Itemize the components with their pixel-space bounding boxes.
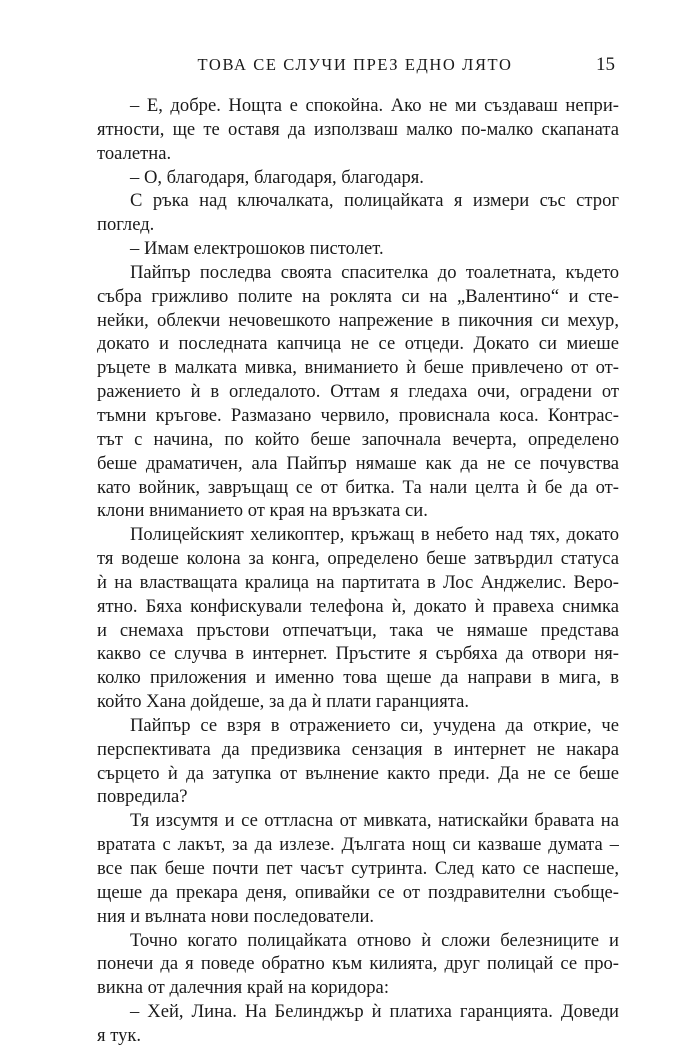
- text-line: като войник, завръщащ се от битка. Та нали целта ѝ бе да от-: [97, 476, 619, 498]
- text-line: – О, благодаря, благодаря, благодаря.: [130, 166, 424, 188]
- text-line: С ръка над ключалката, полицайката я измери със строг: [130, 190, 619, 212]
- text-line: – Е, добре. Нощта е спокойна. Ако не ми създаваш непри-: [130, 95, 619, 116]
- text-line: Пайпър последва своята спасителка до тоалетната, където: [130, 261, 619, 283]
- text-line: викна от далечния край на коридора:: [97, 977, 389, 999]
- text-line: клони вниманието от края на връзката си.: [97, 500, 428, 522]
- text-line: перспективата да предизвика сензация в интернет не накара: [97, 738, 619, 760]
- text-line: я тук.: [97, 1024, 142, 1046]
- text-line: ния и вълната нови последователи.: [97, 905, 375, 927]
- text-line: поглед.: [97, 214, 155, 236]
- text-line: щеше да прекара деня, опивайки се от поздравителни съобще-: [97, 881, 619, 903]
- text-line: нейки, облекчи нечовешкото напрежение в пикочния си мехур,: [97, 309, 619, 331]
- text-line: сърцето ѝ да затупка от вълнение както преди. Да не се беше: [97, 762, 619, 784]
- text-line: докато и последната капчица не се отцеди. Докато си миеше: [97, 333, 619, 355]
- running-title: ТОВА СЕ СЛУЧИ ПРЕЗ ЕДНО ЛЯТО: [197, 55, 513, 74]
- text-line: Точно когато полицайката отново ѝ сложи белезниците и: [130, 929, 619, 951]
- running-header: [95, 50, 615, 80]
- text-line: тоалетна.: [97, 142, 172, 164]
- body-text: [97, 94, 619, 1048]
- text-line: колко приложения и именно това щеше да направи в мига, в: [97, 667, 619, 689]
- text-line: какво се случва в интернет. Пръстите я сърбяха да отвори ня-: [97, 643, 619, 665]
- text-line: събра грижливо полите на роклята си на „Валентино“ и сте-: [97, 285, 619, 307]
- text-line: ятно. Бяха конфискували телефона ѝ, докато ѝ правеха снимка: [97, 595, 619, 617]
- text-line: – Имам електрошоков пистолет.: [130, 238, 384, 260]
- text-line: все пак беше почти пет часът сутринта. След като се наспеше,: [97, 858, 619, 879]
- text-line: повредила?: [97, 786, 188, 808]
- text-line: тъмни кръгове. Размазано червило, провиснала коса. Контрас-: [97, 404, 619, 426]
- page-number: 15: [596, 54, 615, 75]
- text-line: ятности, ще те оставя да използваш малко по-малко скапаната: [97, 118, 619, 140]
- text-line: вратата с лакът, за да излезе. Дългата нощ си казваше думата –: [97, 834, 619, 856]
- text-line: Тя изсумтя и се оттласна от мивката, натискайки бравата на: [130, 810, 619, 832]
- text-line: Пайпър се взря в отражението си, учудена да открие, че: [130, 714, 619, 736]
- text-line: понечи да я поведе обратно към килията, друг полицай се про-: [97, 953, 619, 975]
- text-line: и снемаха пръстови отпечатъци, така че нямаше представа: [97, 619, 619, 641]
- text-line: ражението ѝ в огледалото. Оттам я гледаха очи, оградени от: [97, 381, 619, 403]
- text-line: беше драматичен, ала Пайпър нямаше как да не се почувства: [97, 452, 619, 474]
- text-line: тът с начина, по който беше започнала вечерта, определено: [97, 428, 619, 450]
- text-line: ѝ на властващата кралица на партитата в Лос Анджелис. Веро-: [97, 571, 619, 593]
- text-line: тя водеше колона за конга, определено беше затвърдил статуса: [97, 548, 619, 570]
- text-line: Полицейският хеликоптер, кръжащ в небето над тях, докато: [130, 524, 619, 546]
- text-line: който Хана дойдеше, за да ѝ плати гаранцията.: [97, 691, 470, 713]
- text-line: – Хей, Лина. На Белинджър ѝ платиха гаранцията. Доведи: [130, 1001, 619, 1023]
- text-line: ръцете в малката мивка, вниманието ѝ беше привлечено от от-: [97, 357, 619, 379]
